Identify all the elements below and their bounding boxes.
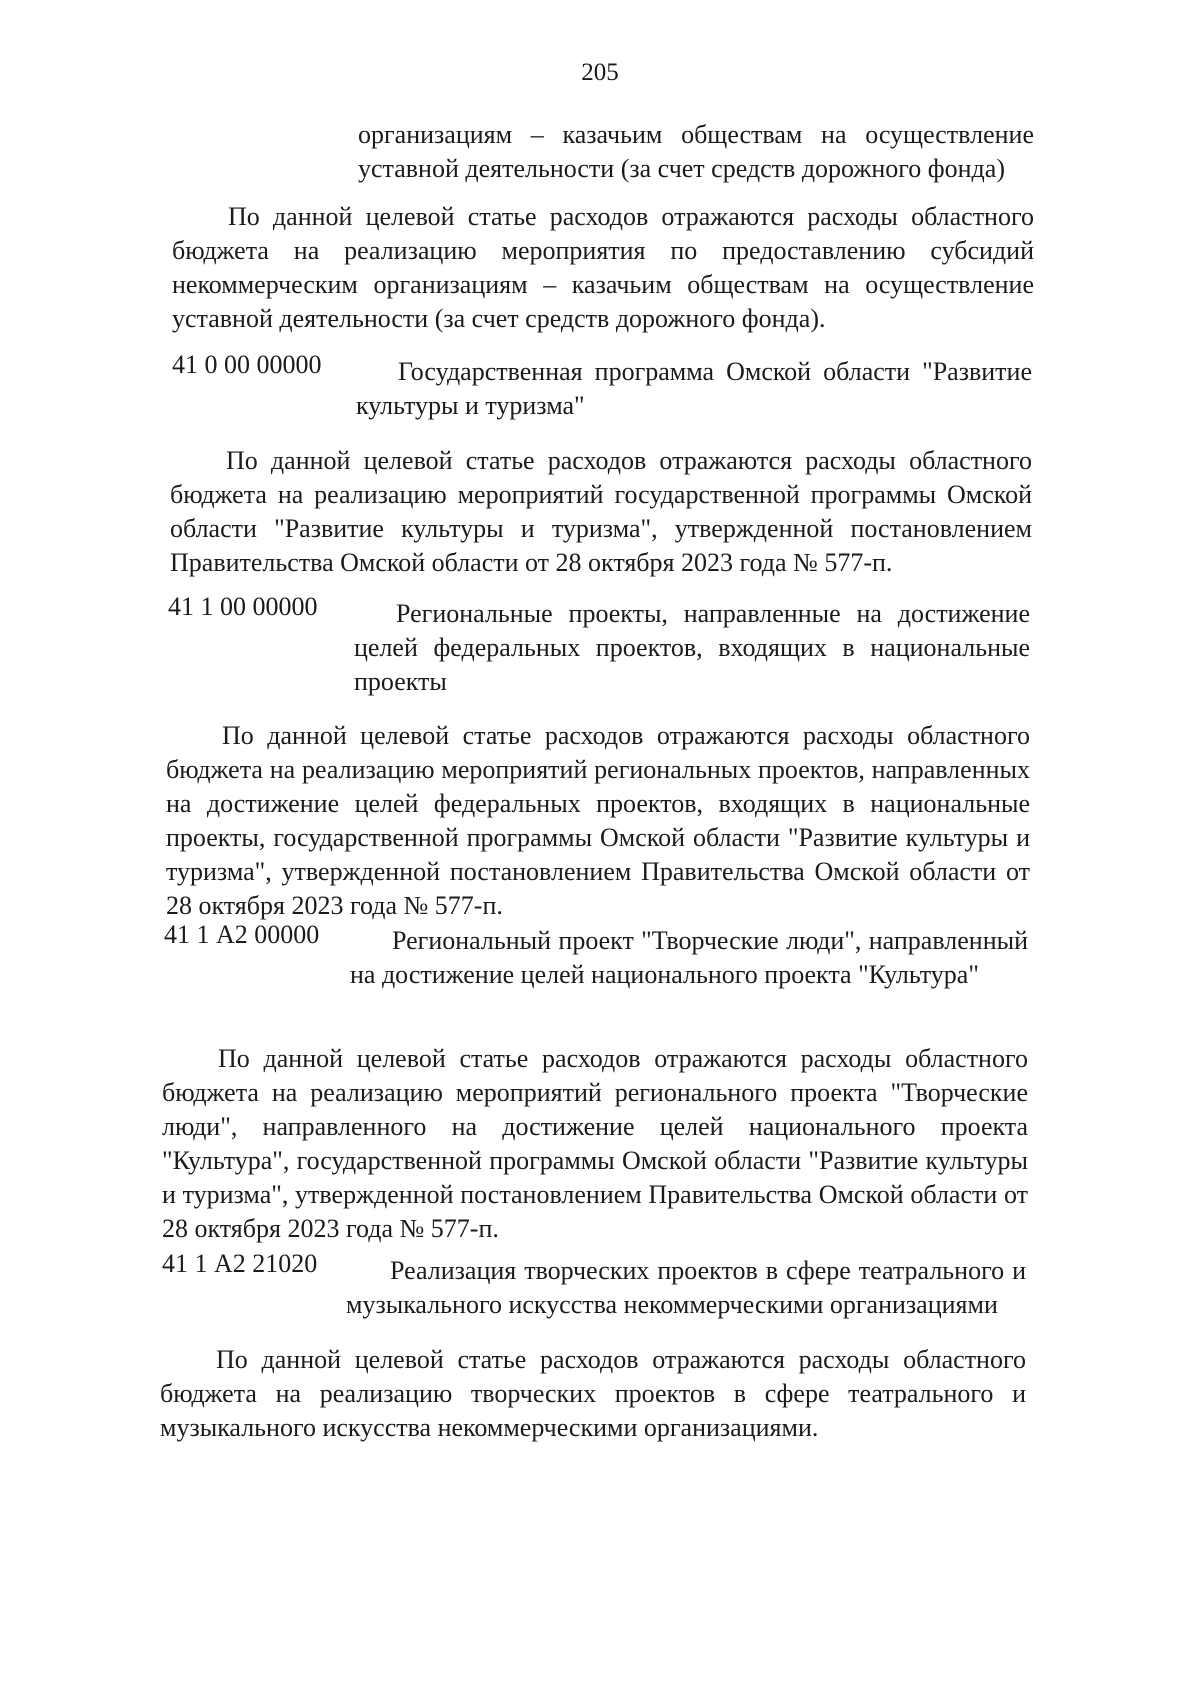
section-title: Реализация творческих проектов в сфере театрального и музыкального искусства некоммерческими организациями [346,1256,1026,1319]
continuation-heading: организациям – казачьим обществам на осуществление уставной деятельности (за счет средств дорожного фонда) [358,120,1034,183]
section-paragraph: По данной целевой статье расходов отражаются расходы областного бюджета на реализацию мероприятий регионального проекта "Творческие люди", направленного на достижение целей национального проекта "Культура", государственной программы Омской области "Развитие культуры и туризма", утвержденной постановлением Правительства Омской области от 28 октября 2023 года № 577-п. [162,1044,1028,1243]
budget-code: 41 0 00 00000 [172,350,322,379]
section-paragraph: По данной целевой статье расходов отражаются расходы областного бюджета на реализацию творческих проектов в сфере театрального и музыкального искусства некоммерческими организациями. [160,1345,1026,1442]
budget-code: 41 1 00 00000 [168,592,318,621]
section-paragraph: По данной целевой статье расходов отражаются расходы областного бюджета на реализацию мероприятий государственной программы Омской области "Развитие культуры и туризма", утвержденной постановлением Правительства Омской области от 28 октября 2023 года № 577-п. [170,446,1032,577]
budget-code: 41 1 А2 00000 [164,920,320,949]
page-number: 205 [581,59,619,86]
section-title: Региональные проекты, направленные на достижение целей федеральных проектов, входящих в национальные проекты [354,599,1030,696]
section-title: Государственная программа Омской области "Развитие культуры и туризма" [356,357,1032,420]
section-title: Региональный проект "Творческие люди", направленный на достижение целей национального проекта "Культура" [350,926,1028,989]
section-paragraph: По данной целевой статье расходов отражаются расходы областного бюджета на реализацию мероприятий региональных проектов, направленных на достижение целей федеральных проектов, входящих в национальные проекты, государственной программы Омской области "Развитие культуры и туризма", утвержденной постановлением Правительства Омской области от 28 октября 2023 года № 577-п. [166,721,1030,920]
section-paragraph: По данной целевой статье расходов отражаются расходы областного бюджета на реализацию мероприятия по предоставлению субсидий некоммерческим организациям – казачьим обществам на осуществление уставной деятельности (за счет средств дорожного фонда). [172,202,1034,333]
budget-code: 41 1 А2 21020 [162,1249,318,1278]
